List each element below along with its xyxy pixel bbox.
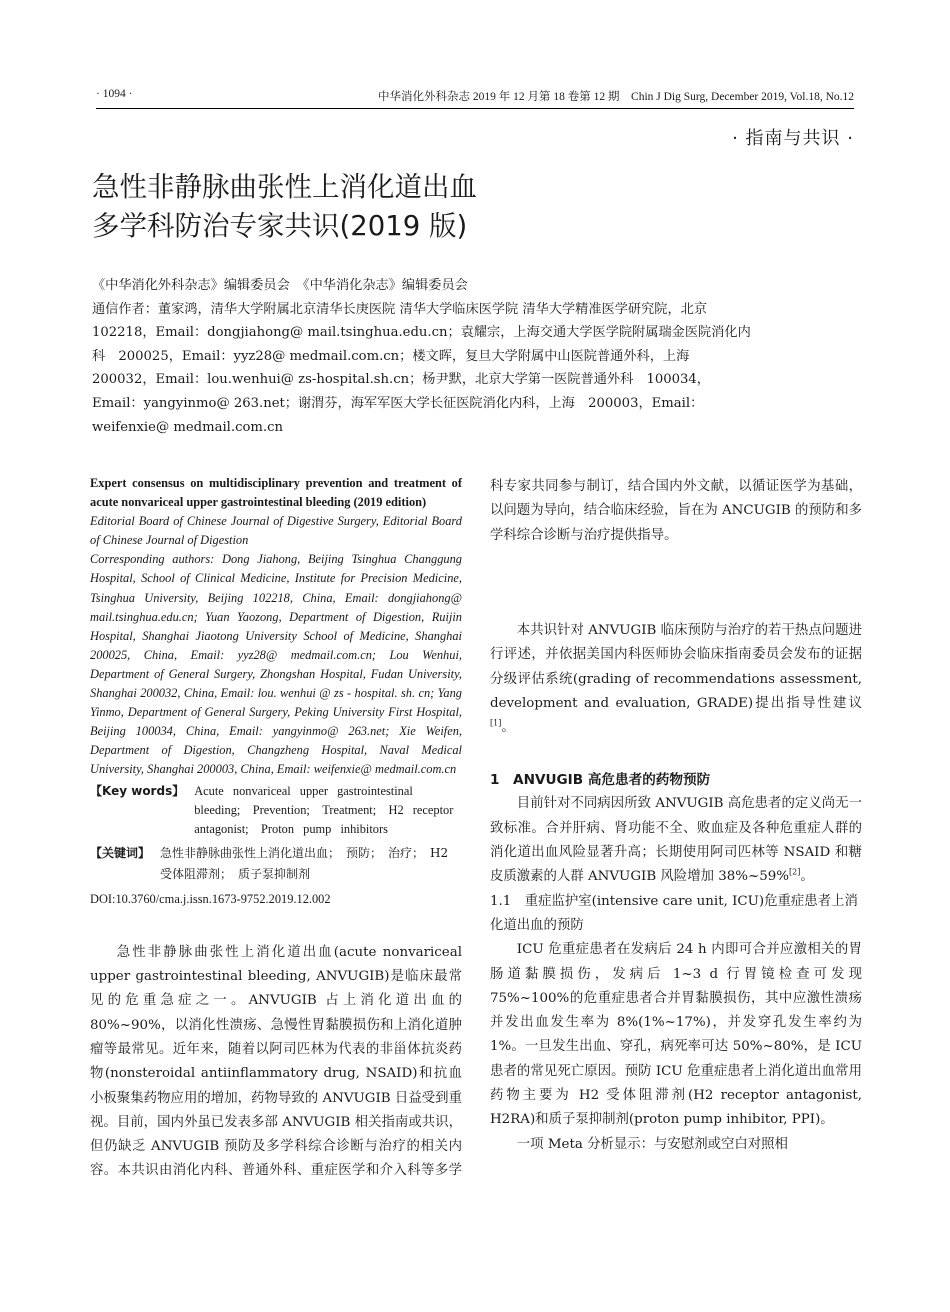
corresponding-authors: 通信作者：董家鸿，清华大学附属北京清华长庚医院 清华大学临床医学院 清华大学精准医学研究院，北京 102218，Email：dongjiahong@ mail.tsinghua.edu.cn；袁耀宗，上海交通大学医学院附属瑞金医院消化内科 200025，Email：yyz28@ medmail.com.cn；楼文晖，复旦大学附属中山医院普通外科，上海 200032，Email：lou.wenhui@ zs-hospital.sh.cn；杨尹默，北京大学第一医院普通外科 100034，Email：yangyinmo@ 263.net；谢渭芬，海军军医大学长征医院消化内科，上海 200003，Email：weifenxie@ medmail.com.cn [92, 301, 751, 435]
article-title-line-2: 多学科防治专家共识(2019 版) [92, 210, 468, 242]
intro-paragraph-2 [490, 619, 862, 740]
english-abstract-block [90, 474, 462, 780]
chinese-keywords-text: 急性非静脉曲张性上消化道出血； 预防； 治疗； H2 受体阻滞剂； 质子泵抑制剂 [160, 845, 449, 881]
running-header [96, 88, 854, 109]
section-tag: · 指南与共识 · [732, 128, 854, 149]
article-title [92, 168, 652, 246]
editorial-boards: 《中华消化外科杂志》编辑委员会 《中华消化杂志》编辑委员会 [92, 278, 468, 293]
journal-citation-line: 中华消化外科杂志 2019 年 12 月第 18 卷第 12 期 Chin J Dig Surg, December 2019, Vol.18, No.12 [378, 91, 854, 103]
english-title: Expert consensus on multidisciplinary prevention and treatment of acute nonvariceal upper gastrointestinal bleeding (2019 edition) [90, 476, 462, 510]
section-1-paragraph-end: 。 [800, 869, 814, 885]
chinese-keywords [90, 843, 462, 885]
reference-1: [1] [490, 718, 502, 728]
section-1-paragraph [490, 792, 862, 889]
intro-paragraph-1-text: 急性非静脉曲张性上消化道出血(acute nonvariceal upper gastrointestinal bleeding, ANVUGIB)是临床最常见的危重急症之一。ANVUGIB 占上消化道出血的 80%~90%，以消化性溃疡、急慢性胃黏膜损伤和上消化道肿瘤等最常见。近年来，随着以阿司匹林为代表的非甾体抗炎药物(nonsteroidal antiinflammatory drug, NSAID)和抗血小板聚集药物应用的增加，药物导致的 ANVUGIB 日益受到重视。目前，国内外虽已发表多部 ANVUGIB 相关指南或共识，但仍缺乏 ANVUGIB 预防及多学科综合诊断与治疗的相关内容。本共识由消化内科、普通外科、重症医学和介入科等多学 [90, 944, 462, 1179]
section-1-paragraph-text: 目前针对不同病因所致 ANVUGIB 高危患者的定义尚无一致标准。合并肝病、肾功能不全、败血症及各种危重症人群的消化道出血风险显著升高；长期使用阿司匹林等 NSAID 和糖皮质激素的人群 ANVUGIB 风险增加 38%~59% [490, 796, 862, 885]
intro-paragraph-1-overflow [490, 474, 862, 548]
english-keywords-label: 【Key words】 [90, 783, 185, 798]
intro-paragraph-2-end: 。 [501, 720, 515, 736]
intro-paragraph-continuation [490, 474, 862, 619]
section-1-heading: 1 ANVUGIB 高危患者的药物预防 [490, 772, 711, 789]
chinese-keywords-label: 【关键词】 [90, 845, 151, 860]
doi: DOI:10.3760/cma.j.issn.1673-9752.2019.12.002 [90, 891, 331, 906]
article-title-line-1: 急性非静脉曲张性上消化道出血 [92, 171, 477, 203]
intro-paragraph-2-text: 本共识针对 ANVUGIB 临床预防与治疗的若干热点问题进行评述，并依据美国内科医师协会临床指南委员会发布的证据分级评估系统(grading of recommendations assessment, development and evaluation, GRADE)提出指导性建议 [490, 623, 862, 711]
section-1-1-heading: 1.1 重症监护室(intensive care unit, ICU)危重症患者上消化道出血的预防 [490, 893, 858, 933]
right-column [490, 474, 862, 1157]
english-editorial-boards: Editorial Board of Chinese Journal of Digestive Surgery, Editorial Board of Chinese Journal of Digestion [90, 514, 462, 548]
english-keywords [90, 782, 462, 839]
author-affiliations [92, 274, 760, 439]
reference-2: [2] [788, 867, 801, 877]
left-column [90, 474, 462, 1181]
intro-paragraph-part1 [90, 941, 462, 1181]
english-corresponding-authors: Corresponding authors: Dong Jiahong, Beijing Tsinghua Changgung Hospital, School of Clinical Medicine, Institute for Precision Medicine, Tsinghua University, Beijing 102218, China, Email: dongjiahong@ mail.tsinghua.edu.cn; Yuan Yaozong, Department of Digestion, Ruijin Hospital, Shanghai Jiaotong University School of Medicine, Shanghai 200025, China, Email: yyz28@ medmail.com.cn; Lou Wenhui, Department of General Surgery, Zhongshan Hospital, Fudan University, Shanghai 200032, China, Email: lou. wenhui @ zs - hospital. sh. cn; Yang Yinmo, Department of General Surgery, Peking University First Hospital, Beijing 100034, China, Email: yangyinmo@ 263.net; Xie Weifen, Department of Digestion, Changzheng Hospital, Naval Medical University, Shanghai 200003, China, Email: weifenxie@ medmail.com.cn [90, 552, 462, 777]
intro-paragraph-1-overflow-text: 科专家共同参与制订，结合国内外文献，以循证医学为基础，以问题为导向，结合临床经验，旨在为 ANCUGIB 的预防和多学科综合诊断与治疗提供指导。 [490, 478, 862, 543]
english-keywords-text: Acute nonvariceal upper gastrointestinal bleeding; Prevention; Treatment; H2 receptor antagonist; Proton pump inhibitors [194, 783, 454, 836]
section-1-1-paragraph-2: 一项 Meta 分析显示：与安慰剂或空白对照相 [516, 1136, 788, 1152]
section-1-1-paragraph-1: ICU 危重症患者在发病后 24 h 内即可合并应激相关的胃肠道黏膜损伤，发病后 1~3 d 行胃镜检查可发现 75%~100%的危重症患者合并胃黏膜损伤，其中应激性溃疡并发出血发生率为 8%(1%~17%)，并发穿孔发生率约为 1%。一旦发生出血、穿孔，病死率可达 50%~80%，是 ICU 患者的常见死亡原因。预防 ICU 危重症患者上消化道出血常用药物主要为 H2 受体阻滞剂(H2 receptor antagonist, H2RA)和质子泵抑制剂(proton pump inhibitor, PPI)。 [490, 942, 862, 1128]
page-number: · 1094 · [96, 88, 133, 100]
